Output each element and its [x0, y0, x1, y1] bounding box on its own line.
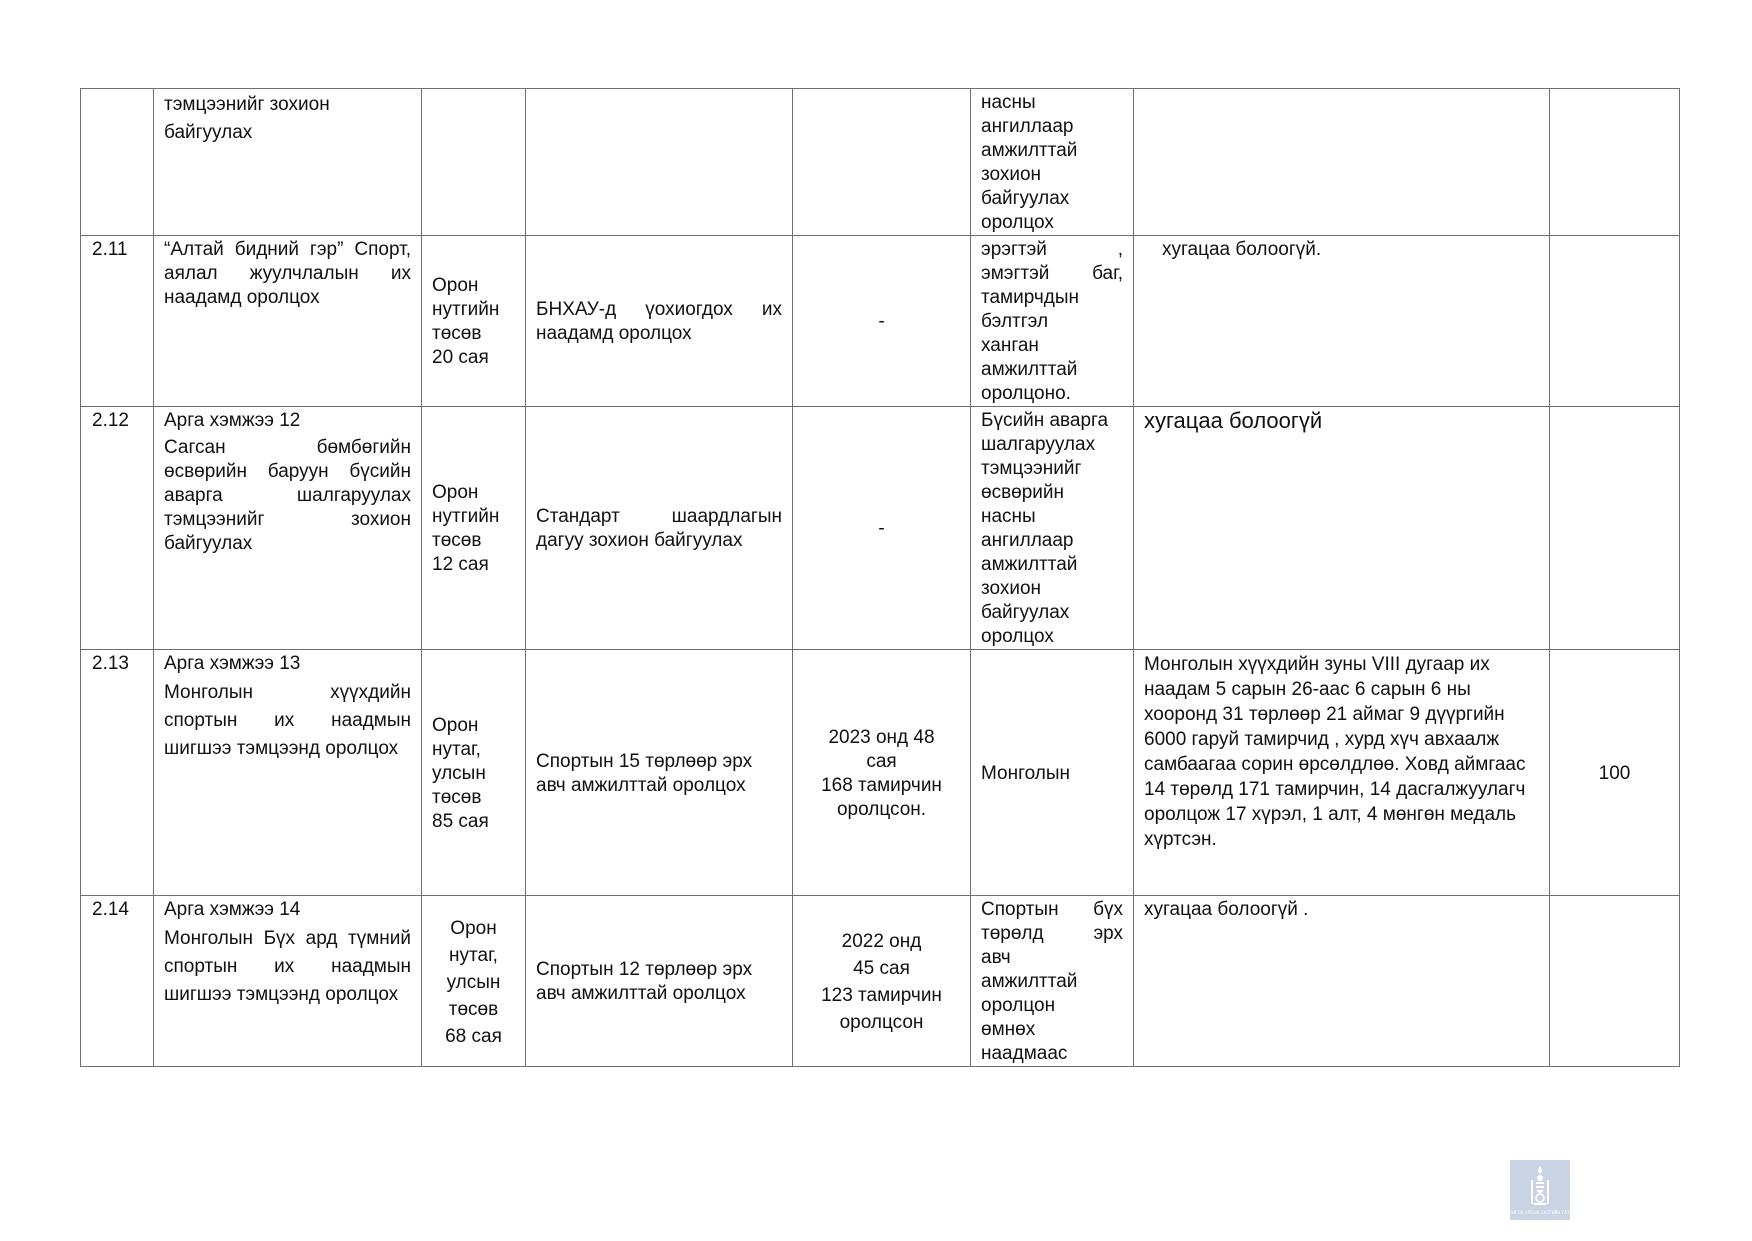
table-row: [81, 650, 1680, 896]
progress-cell: [1134, 407, 1550, 650]
result-line: оролцсон: [839, 1012, 924, 1033]
budget-line: нутаг,: [432, 738, 481, 760]
budget-cell: [422, 89, 526, 236]
criteria-line: наадмаас: [981, 1043, 1068, 1064]
activity-line: Арга хэмжээ 12: [164, 410, 301, 431]
result-line: 2022 онд: [841, 931, 922, 952]
result-cell: [793, 89, 971, 236]
activity-cell: [154, 89, 422, 236]
activity-cell: [154, 407, 422, 650]
measure-cell: [526, 89, 793, 236]
activity-line: байгуулах: [164, 122, 253, 143]
budget-cell: [422, 407, 526, 650]
criteria-line: байгуулах: [981, 602, 1070, 623]
result-cell: [793, 896, 971, 1067]
budget-line: улсын: [432, 762, 486, 784]
activity-cell: [154, 650, 422, 896]
progress-text: Монголын хүүхдийн зуны VIII дугаар их наадам 5 сарын 26-аас 6 сарын 6 ны хооронд 31 төрлөөр 21 аймаг 9 дүүргийн 6000 гаруй тамирчид , хурд хүч авхаалж самбаагаа сорин өрсөлдлөө. Ховд аймгаас 14 төрөлд 171 тамирчин, 14 дасгалжуулагч оролцож 17 хүрэл, 1 алт, 4 мөнгөн медаль хүртсэн.: [1144, 654, 1526, 850]
result-line: 45 сая: [853, 958, 910, 979]
budget-line: улсын: [446, 971, 501, 993]
criteria-line: насны: [981, 92, 1036, 113]
criteria-line: зохион: [981, 578, 1042, 599]
result-cell: [793, 650, 971, 896]
budget-line: Орон: [432, 275, 479, 296]
criteria-line: оролцох: [981, 626, 1054, 647]
activity-line: “Алтай бидний гэр” Спорт, аялал жуулчлалын их наадамд оролцох: [164, 239, 411, 308]
row-number: [81, 89, 154, 236]
activity-line: тэмцээнийг зохион: [164, 94, 330, 115]
criteria-line: ангиллаар: [981, 530, 1074, 551]
percent-cell: [1550, 236, 1680, 407]
measure-cell: Спортын 15 төрлөөр эрх авч амжилттай оролцох: [526, 650, 793, 896]
criteria-line: амжилттай: [981, 971, 1078, 992]
criteria-cell: [971, 650, 1134, 896]
table-row: [81, 236, 1680, 407]
budget-cell: [422, 896, 526, 1067]
budget-cell: [422, 650, 526, 896]
budget-line: Орон: [432, 714, 479, 736]
percent-cell: [1550, 89, 1680, 236]
percent-cell: [1550, 896, 1680, 1067]
row-number: 2.14: [81, 896, 154, 1067]
criteria-line: шалгаруулах: [981, 434, 1096, 455]
activity-cell: [154, 236, 422, 407]
activity-line: Арга хэмжээ 13: [164, 653, 301, 674]
budget-line: Орон: [450, 917, 497, 939]
criteria-line: байгуулах: [981, 188, 1070, 209]
progress-cell: [1134, 650, 1550, 896]
budget-line: Орон: [432, 482, 479, 503]
criteria-line: эрэгтэй ,: [981, 239, 1123, 260]
logo-text: МОНГОЛ УЛСЫН ЗАСГИЙН ГАЗАР: [1505, 1210, 1575, 1215]
criteria-line: өмнөх: [981, 1019, 1036, 1040]
criteria-cell: [971, 236, 1134, 407]
criteria-cell: [971, 89, 1134, 236]
result-line: 168 тамирчин: [821, 774, 942, 796]
criteria-line: тамирчдын: [981, 287, 1080, 308]
criteria-line: Спортын бүх: [981, 899, 1123, 920]
progress-cell: [1134, 89, 1550, 236]
budget-line: төсөв: [448, 998, 499, 1020]
criteria-line: зохион: [981, 164, 1042, 185]
criteria-line: насны: [981, 506, 1036, 527]
row-number: 2.12: [81, 407, 154, 650]
budget-line: 68 сая: [445, 1025, 502, 1047]
activity-cell: [154, 896, 422, 1067]
criteria-line: Бүсийн аварга: [981, 410, 1109, 431]
criteria-line: амжилттай: [981, 359, 1078, 380]
budget-line: 12 сая: [432, 554, 489, 575]
budget-line: нутгийн: [432, 299, 500, 320]
measure-cell: Стандарт шаардлагын дагуу зохион байгуулах: [526, 407, 793, 650]
measure-cell: БНХАУ-д үохиогдох их наадамд оролцох: [526, 236, 793, 407]
activity-line: Монголын Бүх ард түмний спортын их наадмын шигшээ тэмцээнд оролцох: [164, 928, 411, 1005]
budget-line: төсөв: [432, 323, 482, 344]
progress-text: хугацаа болоогүй: [1144, 408, 1323, 433]
criteria-line: ханган: [981, 335, 1039, 356]
soyombo-emblem-icon: [1505, 1160, 1575, 1220]
table-row: [81, 407, 1680, 650]
criteria-line: амжилттай: [981, 140, 1078, 161]
result-cell: [793, 407, 971, 650]
row-number: 2.13: [81, 650, 154, 896]
result-line: 123 тамирчин: [821, 985, 942, 1006]
activity-line: Монголын хүүхдийн спортын их наадмын шигшээ тэмцээнд оролцох: [164, 682, 411, 759]
report-table: [80, 88, 1680, 1067]
budget-line: нутгийн: [432, 506, 500, 527]
result-cell: [793, 236, 971, 407]
criteria-line: оролцох: [981, 212, 1054, 233]
criteria-line: бэлтгэл: [981, 311, 1049, 332]
activity-line: Сагсан бөмбөгийн өсвөрийн баруун бүсийн аварга шалгаруулах тэмцээнийг зохион байгуулах: [164, 437, 411, 554]
percent-cell: 100: [1550, 650, 1680, 896]
progress-cell: хугацаа болоогүй .: [1134, 896, 1550, 1067]
criteria-line: амжилттай: [981, 554, 1078, 575]
criteria-cell: [971, 407, 1134, 650]
table-row: [81, 896, 1680, 1067]
progress-text: хугацаа болоогүй.: [1162, 239, 1322, 260]
budget-line: төсөв: [432, 786, 482, 808]
budget-line: 85 сая: [432, 810, 489, 832]
measure-cell: Спортын 12 төрлөөр эрх авч амжилттай оролцох: [526, 896, 793, 1067]
budget-line: нутаг,: [449, 944, 498, 966]
criteria-line: төрөлд эрх: [981, 923, 1123, 944]
result-line: -: [878, 311, 885, 332]
budget-cell: [422, 236, 526, 407]
criteria-line: авч: [981, 947, 1011, 968]
criteria-line: оролцон: [981, 995, 1056, 1016]
budget-line: 20 сая: [432, 347, 489, 368]
government-logo: [1505, 1160, 1575, 1220]
percent-cell: [1550, 407, 1680, 650]
criteria-line: тэмцээнийг: [981, 458, 1082, 479]
criteria-line: эмэгтэй баг,: [981, 263, 1123, 284]
criteria-cell: [971, 896, 1134, 1067]
criteria-line: оролцоно.: [981, 383, 1071, 404]
table-row: [81, 89, 1680, 236]
result-line: оролцсон.: [836, 798, 927, 820]
criteria-line: өсвөрийн: [981, 482, 1065, 503]
result-line: -: [878, 518, 885, 539]
criteria-line: Монголын: [981, 762, 1070, 784]
result-line: 2023 онд 48: [828, 726, 935, 748]
result-line: сая: [866, 750, 897, 772]
budget-line: төсөв: [432, 530, 482, 551]
row-number: 2.11: [81, 236, 154, 407]
progress-cell: [1134, 236, 1550, 407]
activity-line: Арга хэмжээ 14: [164, 899, 301, 920]
criteria-line: ангиллаар: [981, 116, 1074, 137]
